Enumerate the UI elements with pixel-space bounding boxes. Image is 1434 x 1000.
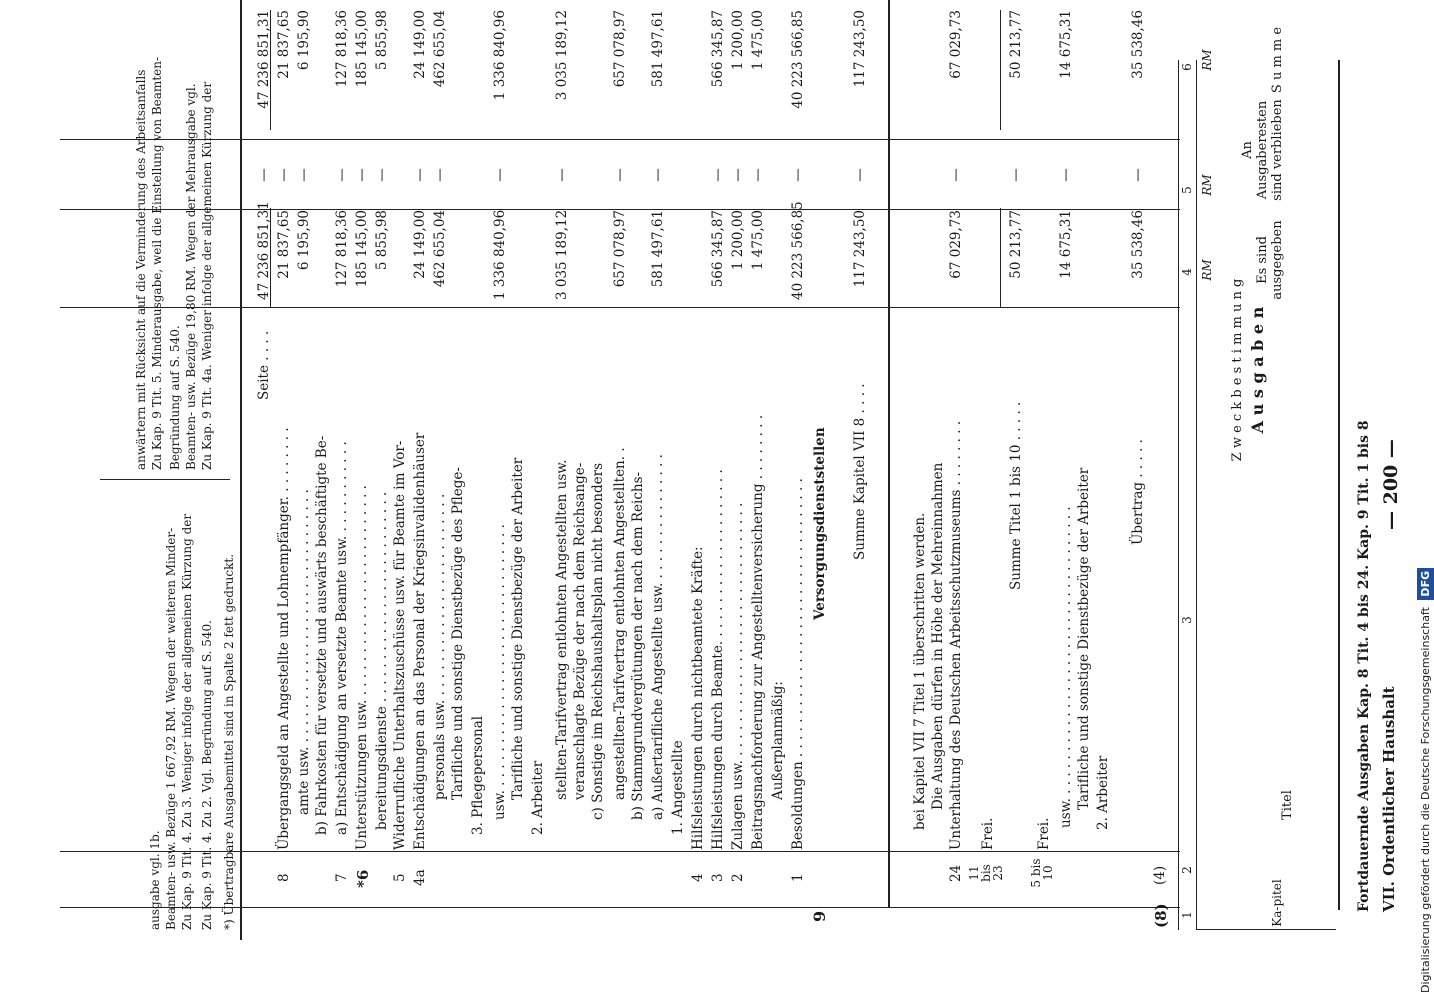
hilfs-beamte-summe: 566 345,87 <box>710 10 726 88</box>
unit-rm-5: RM <box>1200 174 1214 196</box>
besoldungen-label: Besoldungen . . . . . . . . . . . . . . . . . . . . . . . . . . . . . . . . . <box>790 478 806 850</box>
zulagen-summe: 1 200,00 <box>730 10 746 71</box>
footnote-2a: Zu Kap. 9 Tit. 4. Zu 3. Weniger infolge der allgemeinen Kürzung der <box>180 513 194 930</box>
frei-1: Frei. <box>1036 817 1052 850</box>
c-sonst-summe: 3 035 189,12 <box>554 10 570 101</box>
tarif-summe: 14 675,31 <box>1058 10 1074 79</box>
b-stamm-ausgegeben: 657 078,97 <box>612 210 628 288</box>
museum-line1: Unterhaltung des Deutschen Arbeitsschutzmuseums . . . . . . . . <box>948 420 964 850</box>
footnote-3c: Begründung auf S. 540. <box>168 325 182 470</box>
wider-line2: bereitungsdienste . . . . . . . . . . . . . . . . . . . . . . . . . <box>374 491 390 830</box>
page-number: — 200 — <box>1380 439 1402 530</box>
pflege-label: 3. Pflegepersonal <box>470 715 486 835</box>
page-subtitle: Fortdauernde Ausgaben Kap. 8 Tit. 4 bis 24. Kap. 9 Tit. 1 bis 8 <box>1356 420 1372 912</box>
b-fahr-summe: 6 195,90 <box>296 10 312 71</box>
table-bottom-border <box>240 0 242 940</box>
ubertrag-resten: — <box>1130 168 1146 182</box>
footnote-star: *) Übertragbare Ausgabemittel sind in Spalte 2 fett gedruckt. <box>222 553 236 930</box>
a-ausser-ausgegeben: 581 497,61 <box>650 210 666 288</box>
pflege-summe: 462 655,04 <box>432 10 448 88</box>
arb-tarif-resten: — <box>492 168 508 182</box>
beitrag-summe: 1 475,00 <box>750 10 766 71</box>
b-stamm-line1: b) Stammgrundvergütungen der nach dem Reichs- <box>630 471 646 820</box>
beitrag-resten: — <box>750 168 766 182</box>
pflege-line1: Tarifliche und sonstige Dienstbezüge des Pflege- <box>450 467 466 800</box>
besoldungen-summe: 40 223 566,85 <box>790 10 806 109</box>
unterst-resten: — <box>354 168 370 182</box>
c-sonst-line2: veranschlagte Bezüge der nach dem Reichsange- <box>572 462 588 800</box>
tarif-ausgegeben: 14 675,31 <box>1058 210 1074 279</box>
a-entsch-label: a) Entschädigung an versetzte Beamte usw. . . . . . . . . . . . <box>334 441 350 835</box>
footnote-2b: Beamten- usw. Bezüge 1 667,92 RM. Wegen der weiteren Minder- <box>164 527 178 930</box>
footnote-3b: Beamten- usw. Bezüge 19,80 RM. Wegen der Mehrausgabe vgl. <box>184 83 198 470</box>
summe-1-10-summe: 50 213,77 <box>1008 10 1024 79</box>
rule-summe-1-10 <box>1000 208 1001 308</box>
kapitel-9: 9 <box>810 910 829 922</box>
titel-4: 4 <box>690 873 706 882</box>
col-num-6: 6 <box>1180 63 1194 71</box>
b-fahr-line2: amte usw. . . . . . . . . . . . . . . . . . . . . . . . . . . . . . . <box>296 489 312 815</box>
arb-tarif-line2: usw. . . . . . . . . . . . . . . . . . . . . . . . . . . . . . . . <box>492 524 508 820</box>
museum-line3: bei Kapitel VII 7 Titel 1 überschritten werden. <box>912 512 928 830</box>
c-sonst-line1: c) Sonstige im Reichshaushaltsplan nicht besonders <box>590 463 606 820</box>
titel-2: 2 <box>730 873 746 882</box>
wider-ausgegeben: 5 855,98 <box>374 210 390 271</box>
a-entsch-ausgegeben: 127 818,36 <box>334 210 350 288</box>
summe-1-10-resten: — <box>1008 168 1024 182</box>
arb-tarif-summe: 1 336 840,96 <box>492 10 508 101</box>
a-entsch-summe: 127 818,36 <box>334 10 350 88</box>
col-num-2: 2 <box>1180 866 1194 874</box>
dfg-logo: DFG <box>1417 568 1434 600</box>
b-fahr-line1: b) Fahrkosten für versetzte und auswärts beschäftigte Be- <box>314 435 330 835</box>
unit-rm-6: RM <box>1200 49 1214 71</box>
titel-4a: 4a <box>412 869 428 886</box>
b-fahr-ausgegeben: 6 195,90 <box>296 210 312 271</box>
pflege-ausgegeben: 462 655,04 <box>432 210 448 288</box>
kapitel-8: (8) <box>1152 903 1170 928</box>
c-sonst-ausgegeben: 3 035 189,12 <box>554 209 570 300</box>
seite-label: Seite . . . . <box>256 330 272 400</box>
entsch-krieg-resten: — <box>412 168 428 182</box>
hilfs-beamte-label: Hilfsleistungen durch Beamte. . . . . . . . . . . . . . . . . . . . . <box>710 469 726 850</box>
footnote-3a: Zu Kap. 9 Tit. 4a. Weniger infolge der allgemeinen Kürzung der <box>200 81 214 470</box>
col-num-1: 1 <box>1180 911 1194 919</box>
ubertrag-summe: 35 538,46 <box>1130 10 1146 79</box>
arb-tarif-line1: Tarifliche und sonstige Dienstbezüge der Arbeiter <box>510 457 526 800</box>
table-top-border <box>1338 60 1340 910</box>
col-num-5: 5 <box>1180 186 1194 194</box>
seite-ausgegeben: 47 236 851,31 <box>256 201 272 300</box>
summe-1-10-ausgegeben: 50 213,77 <box>1008 210 1024 279</box>
footnote-2c: ausgabe vgl. 1b. <box>148 830 162 930</box>
besoldungen-resten: — <box>790 168 806 182</box>
header-number-rule <box>1196 60 1197 930</box>
titel-1: 1 <box>790 873 806 882</box>
pflege-resten: — <box>432 168 448 182</box>
titel-6: *6 <box>354 869 372 888</box>
entsch-krieg-label: Entschädigungen an das Personal der Kriegsinvalidenhäuser <box>412 432 428 850</box>
footnote-divider <box>100 479 230 480</box>
col-kapitel-label: Ka-pitel <box>1270 879 1284 927</box>
section-title: VII. Ordentlicher Haushalt <box>1380 686 1398 912</box>
titel-4-paren: (4) <box>1152 865 1168 885</box>
unterst-summe: 185 145,00 <box>354 10 370 88</box>
rule-kap8-end <box>888 0 890 908</box>
ausserplan-label: Außerplanmäßig: <box>770 681 786 800</box>
seite-summe: 47 236 851,31 <box>256 10 272 109</box>
arb-tarif-ausgegeben: 1 336 840,96 <box>492 209 508 300</box>
tarif-line2: usw. . . . . . . . . . . . . . . . . . . . . . . . . . . . . . . . . . . <box>1058 506 1074 828</box>
titel-11-23: 11 bis 23 <box>967 864 1005 882</box>
col-sep-a <box>1196 929 1336 930</box>
header-bottom-rule <box>1178 60 1179 930</box>
col-titel-label: Titel <box>1280 790 1295 820</box>
zulagen-label: Zulagen usw. . . . . . . . . . . . . . . . . . . . . . . . . . . . . . . <box>730 502 746 850</box>
museum-summe: 67 029,73 <box>948 10 964 79</box>
a-entsch-resten: — <box>334 168 350 182</box>
titel-24: 24 <box>948 864 964 882</box>
b-stamm-summe: 657 078,97 <box>612 10 628 88</box>
frei-2: Frei. <box>980 817 996 850</box>
footnote-4a: Zu Kap. 9 Tit. 5. Minderausgabe, weil die Einstellung von Beamten- <box>150 56 164 470</box>
wider-resten: — <box>374 168 390 182</box>
col-ausgaben-title: A u s g a b e n <box>1248 306 1267 434</box>
dfg-note-text: Digitalisierung gefördert durch die Deutsche Forschungsgemeinschaft <box>1419 607 1432 993</box>
col-num-3: 3 <box>1180 616 1194 624</box>
unterst-label: Unterstützungen usw. . . . . . . . . . . . . . . . . . . . . . . . . . <box>354 485 370 850</box>
hilfs-nicht-label: Hilfsleistungen durch nichtbeamtete Kräfte: <box>690 546 706 850</box>
hilfs-beamte-ausgegeben: 566 345,87 <box>710 210 726 288</box>
tarif-resten: — <box>1058 168 1074 182</box>
pflege-line2: personals usw. . . . . . . . . . . . . . . . . . . . . . . . . <box>432 493 448 800</box>
titel-5: 5 <box>392 873 408 882</box>
col-ausgegeben-label: Es sind ausgegeben <box>1255 220 1285 300</box>
museum-ausgegeben: 67 029,73 <box>948 210 964 279</box>
col-ausgaben-sub: Z w e c k b e s t i m m u n g <box>1230 278 1245 462</box>
summe-1-10-label: Summe Titel 1 bis 10 . . . . . <box>1008 401 1024 590</box>
rule-resten <box>60 139 1180 140</box>
ubertrag-label: Übertrag . . . . . <box>1130 439 1146 545</box>
col-summe-label: S u m m e <box>1270 26 1285 94</box>
a-ausser-resten: — <box>650 168 666 182</box>
arbeiter-2b-label: 2. Arbeiter <box>530 760 546 835</box>
arbeiter-2-label: 2. Arbeiter <box>1095 755 1111 830</box>
c-sonst-resten: — <box>554 168 570 182</box>
b-fahr-resten: — <box>296 168 312 182</box>
rule-text <box>60 307 1180 308</box>
col-num-4: 4 <box>1180 268 1194 276</box>
a-ausser-label: a) Außertarifliche Angestellte usw. . . . . . . . . . . . . . . . <box>650 454 666 820</box>
summe-kap8-ausgegeben: 117 243,50 <box>852 210 868 288</box>
wider-summe: 5 855,98 <box>374 10 390 71</box>
b-stamm-resten: — <box>612 168 628 182</box>
unit-rm-4: RM <box>1200 259 1214 281</box>
unterst-ausgegeben: 185 145,00 <box>354 210 370 288</box>
uebergang-summe: 21 837,65 <box>276 10 292 79</box>
wider-line1: Widerrufliche Unterhaltszuschüsse usw. für Beamte im Vor- <box>392 440 408 850</box>
footnote-4b: anwärtern mit Rücksicht auf die Verminderung des Arbeitsanfalls <box>134 69 148 470</box>
beitrag-ausgegeben: 1 475,00 <box>750 210 766 271</box>
beitrag-label: Beitragsnachforderung zur Angestelltenversicherung . . . . . . . . <box>750 414 766 850</box>
titel-8: 8 <box>276 873 292 882</box>
hilfs-beamte-resten: — <box>710 168 726 182</box>
a-ausser-summe: 581 497,61 <box>650 10 666 88</box>
seite-resten: — <box>256 168 272 182</box>
col-ausgaberesten-label: An Ausgaberesten sind verblieben <box>1240 99 1285 201</box>
museum-line2: Die Ausgaben dürfen in Höhe der Mehreinnahmen <box>930 462 946 810</box>
summe-kap8-label: Summe Kapitel VII 8 . . . . <box>852 383 868 560</box>
besoldungen-ausgegeben: 40 223 566,85 <box>790 201 806 300</box>
summe-kap8-resten: — <box>852 168 868 182</box>
c-sonst-line3: stellten-Tarifvertrag entlohnten Angestellten usw. <box>554 459 570 800</box>
zulagen-ausgegeben: 1 200,00 <box>730 210 746 271</box>
zulagen-resten: — <box>730 168 746 182</box>
ubertrag-ausgegeben: 35 538,46 <box>1130 210 1146 279</box>
entsch-krieg-ausgegeben: 24 149,00 <box>412 210 428 279</box>
angestellte-label: 1. Angestellte <box>670 740 686 835</box>
uebergang-ausgegeben: 21 837,65 <box>276 210 292 279</box>
uebergang-label: Übergangsgeld an Angestellte und Lohnempfänger. . . . . . . . . <box>276 427 292 850</box>
tarif-line1: Tarifliche und sonstige Dienstbezüge der Arbeiter <box>1076 467 1092 810</box>
uebergang-resten: — <box>276 168 292 182</box>
footnote-1: Zu Kap. 9 Tit. 4. Zu 2. Vgl. Begründung auf S. 540. <box>200 620 214 930</box>
dfg-side-note <box>1415 8 1434 993</box>
titel-5-10: 5 bis 10 <box>1029 858 1055 888</box>
rule-summe-1-10b <box>1000 10 1001 130</box>
titel-3: 3 <box>710 873 726 882</box>
versorgung-heading: Versorgungsdienststellen <box>812 427 828 620</box>
b-stamm-line2: angestellten-Tarifvertrag entlohnten Angestellten. . <box>612 447 628 800</box>
museum-resten: — <box>948 168 964 182</box>
entsch-krieg-summe: 24 149,00 <box>412 10 428 79</box>
summe-kap8-summe: 117 243,50 <box>852 10 868 88</box>
titel-7: 7 <box>334 873 350 882</box>
